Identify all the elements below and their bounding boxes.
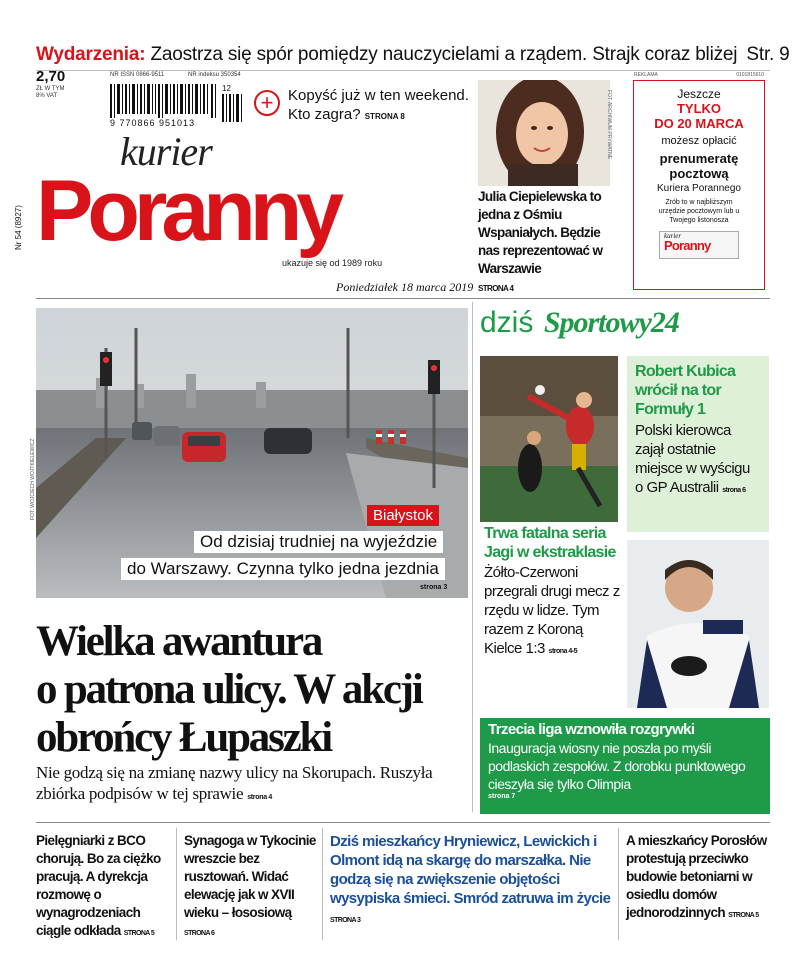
jagiellonia-teaser[interactable] bbox=[484, 524, 624, 661]
bco-text: Pielęgniarki z BCO chorują. Bo za ciężko pracują. A dyrekcja rozmowę o wynagrodzeniach ciągle odkłada bbox=[36, 833, 161, 938]
synagoga-text: Synagoga w Tykocinie wreszcie bez rusztowań. Widać elewację jak w XVII wieku – łososiową bbox=[184, 833, 316, 920]
bottom-story-synagoga[interactable] bbox=[184, 832, 316, 943]
headline-line3: obrońcy Łupaszki bbox=[36, 714, 331, 761]
synagoga-page: STRONA 6 bbox=[184, 930, 215, 937]
issue-number: Nr 54 (8927) bbox=[14, 205, 23, 250]
ad-line4: możesz opłacić bbox=[661, 135, 737, 147]
deck-text: Nie godzą się na zmianę nazwy ulicy na Skorupach. Ruszyła zbiórka podpisów w tej sprawie bbox=[36, 763, 433, 803]
top-teaser-label: Wydarzenia: bbox=[36, 44, 146, 65]
promo-line1: Kopyść już w ten weekend. bbox=[288, 87, 469, 104]
liga-text: Inauguracja wiosny nie poszła po myśli podlaskich zespołów. Z dorobku punktowego cieszyła się tylko Olimpia bbox=[488, 740, 746, 792]
sport-header[interactable] bbox=[480, 306, 770, 340]
ad-code: 0101815610 bbox=[736, 72, 764, 78]
bottom-story-bco[interactable] bbox=[36, 832, 174, 943]
ad-line5: prenumeratę bbox=[659, 151, 739, 166]
masthead-since: ukazuje się od 1989 roku bbox=[282, 258, 383, 268]
issn: NR ISSN 0866-9511 bbox=[110, 72, 165, 78]
masthead-poranny: Poranny bbox=[36, 163, 339, 259]
ad-line6: pocztową bbox=[669, 166, 729, 181]
liga-headline: Trzecia liga wznowiła rozgrywki bbox=[488, 721, 695, 738]
issue-date: Poniedziałek 18 marca 2019 bbox=[336, 280, 474, 294]
ad-line8: Zrób to w najbliższym urzędzie pocztowym lub u Twojego listonosza bbox=[658, 199, 740, 224]
barcode-issue: 12 bbox=[222, 84, 231, 93]
jagi-text: Żółto-Czerwoni przegrali drugi mecz z rzędu w lidze. Tym razem z Koroną Kielce 1:3 bbox=[484, 564, 620, 657]
price-note: ZŁ W TYM 8% VAT bbox=[36, 86, 65, 99]
kubica-teaser[interactable] bbox=[627, 356, 769, 532]
sport-brand: Sportowy24 bbox=[543, 306, 679, 339]
wysypisko-text: Dziś mieszkańcy Hryniewicz, Lewickich i Olmont idą na skargę do marszałka. Nie godzą się na zwiększenie objętości wysypiska śmieci. Smród zatruwa im życie bbox=[330, 833, 611, 907]
column-rule bbox=[472, 302, 473, 812]
top-teaser-text: Zaostrza się spór pomiędzy nauczycielami a rządem. Strajk coraz bliżej bbox=[145, 44, 738, 65]
jagi-headline: Trwa fatalna seria Jagi w ekstraklasie bbox=[484, 525, 616, 561]
headline-line2: o patrona ulicy. W akcji bbox=[36, 666, 422, 713]
julia-credit: FOT. ARCHIWUM PRYWATNE bbox=[606, 90, 612, 160]
barcode-digits: 9 770866 951013 bbox=[110, 118, 196, 128]
julia-text: Julia Ciepielewska to jedna z Ośmiu Wspaniałych. Będzie nas reprezentować w Warszawie bbox=[478, 189, 603, 276]
julia-teaser[interactable] bbox=[478, 188, 618, 298]
ad-label: REKLAMA bbox=[634, 72, 658, 78]
ad-line2: TYLKO bbox=[676, 101, 722, 116]
julia-photo bbox=[478, 80, 610, 186]
kubica-headline: Robert Kubica wrócił na tor Formuły 1 bbox=[635, 363, 736, 418]
top-rule bbox=[36, 70, 770, 71]
small-barcode bbox=[222, 94, 244, 122]
top-teaser-page: Str. 9 bbox=[746, 44, 790, 65]
julia-page: STRONA 4 bbox=[478, 284, 514, 293]
main-photo[interactable] bbox=[36, 308, 468, 598]
bottom-story-wysypisko[interactable] bbox=[330, 832, 616, 930]
bottom-rule-2 bbox=[322, 828, 323, 940]
main-caption-line2: do Warszawy. Czynna tylko jedna jezdnia bbox=[121, 558, 445, 580]
masthead-kurier: kurier bbox=[120, 129, 212, 174]
bottom-story-betoniarnia[interactable] bbox=[626, 832, 770, 925]
main-caption-line1: Od dzisiaj trudniej na wyjeździe bbox=[194, 531, 443, 553]
football-photo bbox=[480, 356, 618, 522]
sport-dzis: dziś bbox=[480, 306, 534, 339]
headline-line1: Wielka awantura bbox=[36, 618, 322, 665]
ad-mini-newspaper bbox=[659, 231, 739, 259]
promo-page: STRONA 8 bbox=[364, 112, 405, 121]
bottom-rule-3 bbox=[618, 828, 619, 940]
kubica-page: strona 6 bbox=[722, 487, 746, 494]
main-story-page: strona 3 bbox=[420, 584, 448, 591]
betoniarnia-text: A mieszkańcy Porosłów protestują przeciwko budowie betoniarni w osiedlu domów jednorodzinnych bbox=[626, 833, 767, 920]
jagi-page: strona 4-5 bbox=[548, 648, 578, 655]
ad-line7: Kuriera Porannego bbox=[657, 183, 741, 194]
kubica-photo bbox=[627, 540, 769, 708]
lead-deck bbox=[36, 762, 476, 808]
masthead-rule bbox=[36, 298, 770, 299]
lead-headline[interactable] bbox=[36, 618, 476, 762]
deck-page: strona 4 bbox=[247, 794, 273, 801]
ad-mini-kurier: kurier bbox=[664, 232, 682, 240]
wysypisko-page: STRONA 3 bbox=[330, 917, 361, 924]
liga-page: strona 7 bbox=[488, 793, 516, 800]
ad-line1: Jeszcze bbox=[677, 87, 721, 101]
index-number: NR indeksu 350354 bbox=[188, 72, 241, 78]
plus-icon: + bbox=[254, 90, 280, 116]
promo-teaser[interactable] bbox=[288, 86, 469, 126]
bottom-rule bbox=[36, 822, 770, 823]
top-teaser[interactable] bbox=[36, 44, 796, 66]
third-league-teaser[interactable] bbox=[480, 718, 770, 814]
promo-line2: Kto zagra? bbox=[288, 106, 361, 123]
price: 2,70 bbox=[36, 68, 66, 85]
kubica-text: Polski kierowca zajął ostatnie miejsce w wyścigu o GP Australii bbox=[635, 422, 750, 496]
ad-line3: DO 20 MARCA bbox=[654, 116, 744, 131]
bco-page: STRONA 5 bbox=[123, 930, 155, 937]
bottom-rule-1 bbox=[176, 828, 177, 940]
betoniarnia-page: STRONA 5 bbox=[728, 912, 759, 919]
main-photo-credit: FOT. WOJCIECH WOJTKIELEWICZ bbox=[30, 438, 36, 520]
city-tag: Białystok bbox=[367, 505, 439, 526]
subscription-ad[interactable] bbox=[633, 72, 765, 290]
ad-mini-poranny: Poranny bbox=[664, 238, 711, 253]
